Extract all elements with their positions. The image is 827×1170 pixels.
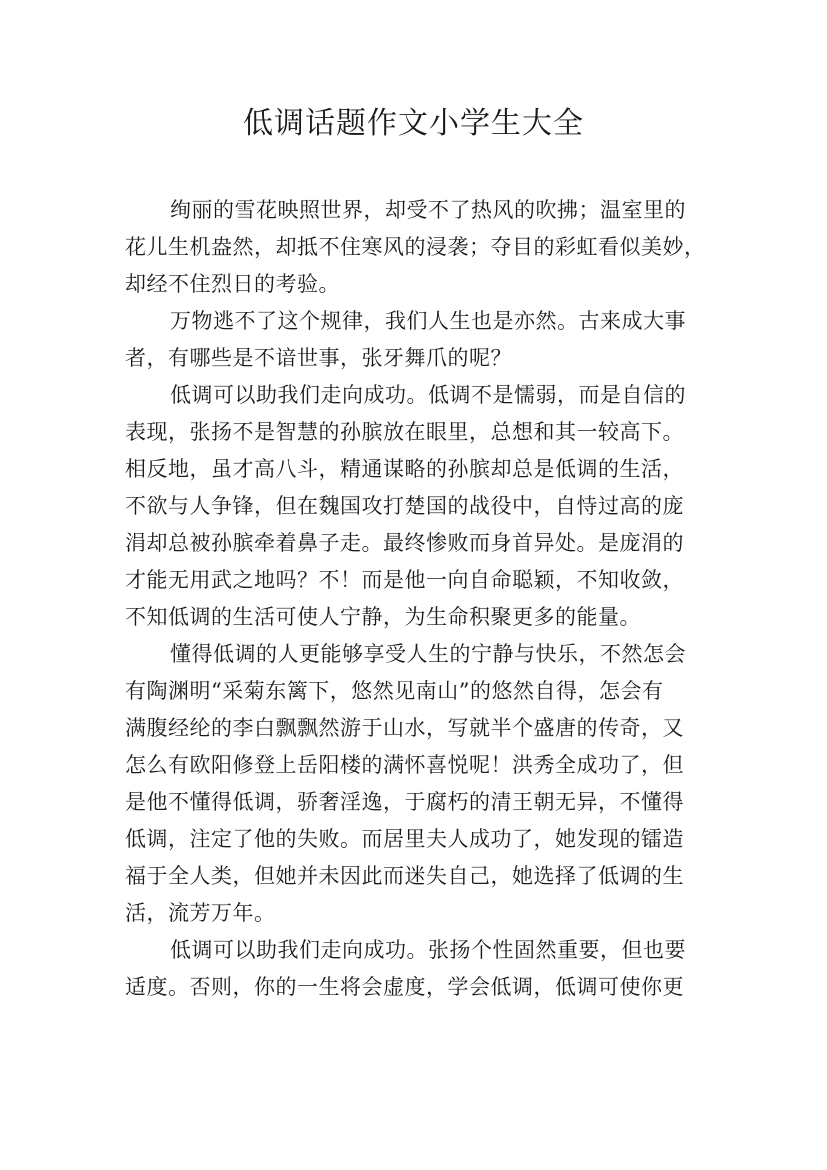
paragraph-3-line-6: 才能无用武之地吗？不！而是他一向自命聪颖，不知收敛， [125, 568, 684, 592]
paragraph-3-line-5: 涓却总被孙膑牵着鼻子走。最终惨败而身首异处。是庞涓的 [125, 531, 684, 555]
paragraph-3-line-2: 表现，张扬不是智慧的孙膑放在眼里，总想和其一较高下。 [125, 420, 684, 444]
document-title: 低调话题作文小学生大全 [243, 106, 584, 141]
paragraph-1-line-1: 绚丽的雪花映照世界，却受不了热风的吹拂；温室里的 [170, 198, 686, 222]
paragraph-5-line-2: 适度。否则，你的一生将会虚度，学会低调，低调可使你更 [125, 975, 684, 999]
paragraph-1-line-2: 花儿生机盎然，却抵不住寒风的浸袭；夺目的彩虹看似美妙， [125, 235, 705, 259]
paragraph-4-line-3: 满腹经纶的李白飘飘然游于山水，写就半个盛唐的传奇，又 [125, 716, 684, 740]
paragraph-3-line-3: 相反地，虽才高八斗，精通谋略的孙膑却总是低调的生活， [125, 457, 684, 481]
paragraph-4-line-7: 福于全人类，但她并未因此而迷失自己，她选择了低调的生 [125, 864, 684, 888]
paragraph-2-line-2: 者，有哪些是不谙世事，张牙舞爪的呢？ [125, 346, 512, 370]
document-body [125, 192, 705, 1006]
paragraph-4-line-1: 懂得低调的人更能够享受人生的宁静与快乐，不然怎会 [170, 642, 686, 666]
paragraph-4-line-2: 有陶渊明“采菊东篱下，悠然见南山”的悠然自得，怎会有 [125, 679, 664, 703]
paragraph-2-line-1: 万物逃不了这个规律，我们人生也是亦然。古来成大事 [170, 309, 686, 333]
paragraph-3-line-4: 不欲与人争锋，但在魏国攻打楚国的战役中，自恃过高的庞 [125, 494, 684, 518]
paragraph-3-line-1: 低调可以助我们走向成功。低调不是懦弱，而是自信的 [170, 383, 686, 407]
paragraph-1-line-3: 却经不住烈日的考验。 [125, 272, 340, 296]
paragraph-4-line-4: 怎么有欧阳修登上岳阳楼的满怀喜悦呢！洪秀全成功了，但 [125, 753, 684, 777]
paragraph-3-line-7: 不知低调的生活可使人宁静，为生命积聚更多的能量。 [125, 605, 641, 629]
paragraph-4-line-5: 是他不懂得低调，骄奢淫逸，于腐朽的清王朝无异，不懂得 [125, 790, 684, 814]
paragraph-4-line-8: 活，流芳万年。 [125, 901, 276, 925]
paragraph-4-line-6: 低调，注定了他的失败。而居里夫人成功了，她发现的镭造 [125, 827, 684, 851]
paragraph-5-line-1: 低调可以助我们走向成功。张扬个性固然重要，但也要 [170, 938, 686, 962]
